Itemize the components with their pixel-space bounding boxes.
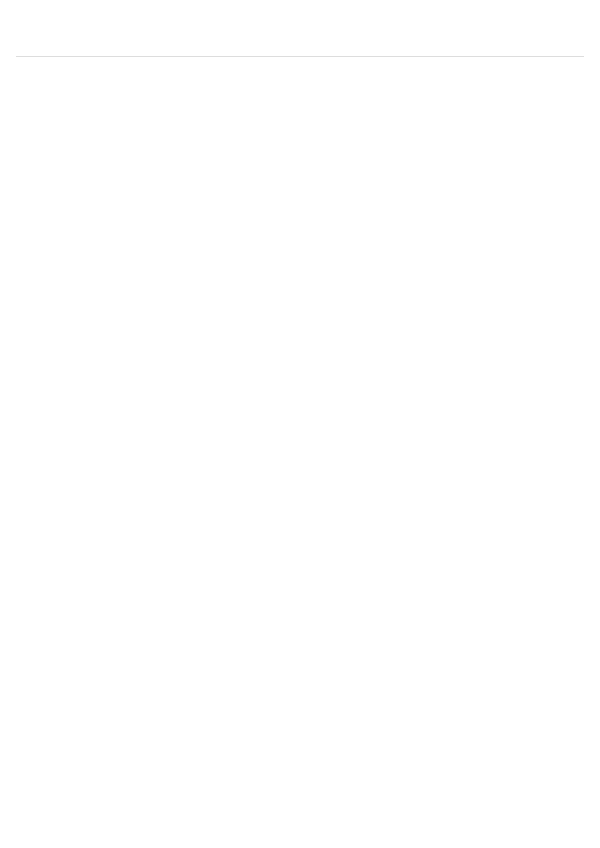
main-content (16, 69, 584, 832)
header (16, 16, 584, 57)
